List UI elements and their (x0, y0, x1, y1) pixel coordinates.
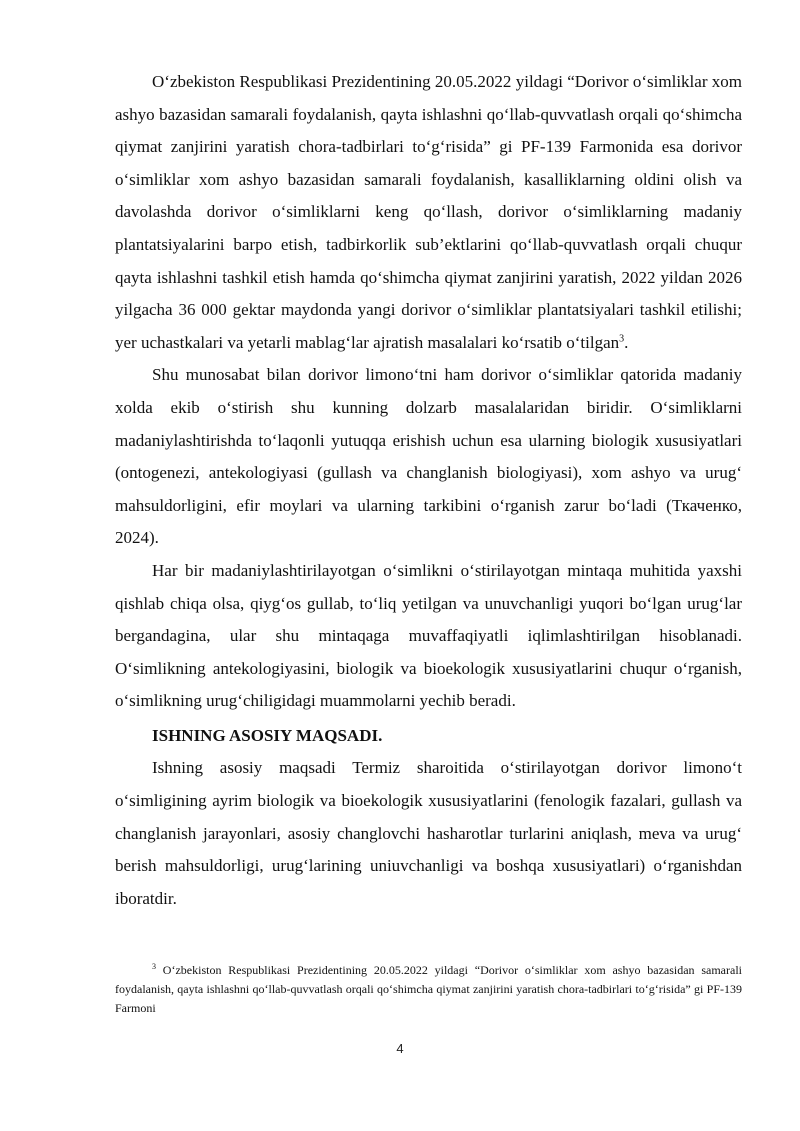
footnote-reference[interactable]: 3 (619, 333, 625, 345)
footnote-marker: 3 (152, 962, 156, 971)
main-text (115, 66, 742, 915)
paragraph-objective (115, 752, 742, 915)
paragraph-cultivation (115, 359, 742, 555)
paragraph-decree-tail: . (624, 332, 629, 352)
paragraph-decree (115, 66, 742, 359)
paragraph-objective-text: Ishning asosiy maqsadi Termiz sharoitida o‘stirilayotgan dorivor limono‘t o‘simligining ayrim biologik va bioekologik xususiyatlarini (fenologik fazalari, gullash va changlanish jarayonlari, asosiy changlovchi hasharotlar turlarini aniqlash, meva va urug‘ berish mahsuldorligi, urug‘larining uniuvchanligi va boshqa xususiyatlari) o‘rganishdan iboratdir. (115, 758, 742, 908)
paragraph-acclimatization (115, 555, 742, 718)
section-heading: ISHNING ASOSIY MAQSADI. (152, 725, 383, 745)
paragraph-cultivation-text: Shu munosabat bilan dorivor limono‘tni ham dorivor o‘simliklar qatorida madaniy xolda ekib o‘stirish shu kunning dolzarb masalalaridan biridir. O‘simliklarni madaniylashtirishda to‘laqonli yutuqqa erishish uchun esa ularning biologik xususiyatlari (ontogenezi, antekologiyasi (gullash va changlanish biologiyasi), xom ashyo va urug‘ mahsuldorligini, efir moylari va ularning tarkibini o‘rganish zarur bo‘ladi (Ткаченко, 2024). (115, 365, 742, 548)
page-number: 4 (396, 1041, 404, 1056)
footnote-divider (115, 954, 315, 955)
footnote-text: O‘zbekiston Respublikasi Prezidentining 20.05.2022 yildagi “Dorivor o‘simliklar xom ashyo bazasidan samarali foydalanish, qayta ishlashni qo‘llab-quvvatlash orqali qo‘shimcha qiymat zanjirini yaratish chora-tadbirlari to‘g‘risida” gi PF-139 Farmoni (115, 963, 742, 1015)
paragraph-decree-text: O‘zbekiston Respublikasi Prezidentining 20.05.2022 yildagi “Dorivor o‘simliklar xom ashyo bazasidan samarali foydalanish, qayta ishlashni qo‘llab-quvvatlash orqali qo‘shimcha qiymat zanjirini yaratish chora-tadbirlari to‘g‘risida” gi PF-139 Farmonida esa dorivor o‘simliklar xom ashyo bazasidan samarali foydalanish, kasalliklarning oldini olish va davolashda dorivor o‘simliklarni keng qo‘llash, dorivor o‘simliklarning madaniy plantatsiyalarini barpo etish, tadbirkorlik sub’ektlarini qo‘llab-quvvatlash orqali chuqur qayta ishlashni tashkil etish hamda qo‘shimcha qiymat zanjirini yaratish, 2022 yildan 2026 yilgacha 36 000 gektar maydonda yangi dorivor o‘simliklar plantatsiyalari tashkil etilishi; yer uchastkalari va yetarli mablag‘lar ajratish masalalari ko‘rsatib o‘tilgan (115, 72, 742, 352)
footnote (115, 961, 742, 1018)
paragraph-acclimatization-text: Har bir madaniylashtirilayotgan o‘simlikni o‘stirilayotgan mintaqa muhitida yaxshi qishlab chiqa olsa, qiyg‘os gullab, to‘liq yetilgan va unuvchanligi yuqori bo‘lgan urug‘lar bergandagina, ular shu mintaqaga muvaffaqiyatli iqlimlashtirilgan hisoblanadi. O‘simlikning antekologiyasini, biologik va bioekologik xususiyatlarini chuqur o‘rganish, o‘simlikning urug‘chiligidagi muammolarni yechib beradi. (115, 560, 742, 711)
